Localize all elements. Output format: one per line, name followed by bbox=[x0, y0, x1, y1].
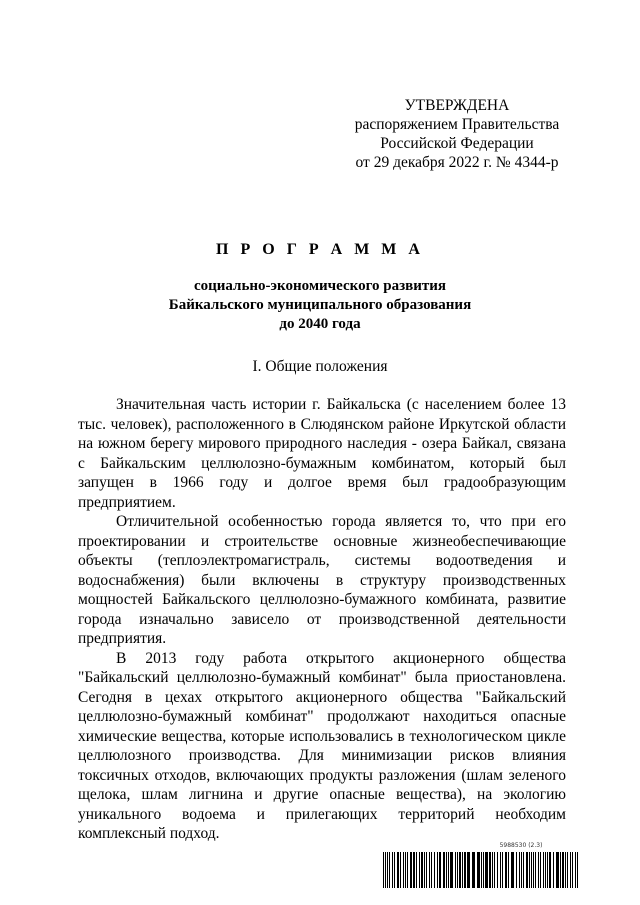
approval-title: УТВЕРЖДЕНА bbox=[404, 97, 510, 114]
program-header bbox=[60, 240, 580, 334]
approval-line-government: Российской Федерации bbox=[380, 135, 534, 152]
approval-line-date-number: от 29 декабря 2022 г. № 4344-р bbox=[355, 154, 559, 171]
program-subtitle-3: до 2040 года bbox=[279, 316, 361, 332]
program-subtitle-2: Байкальского муниципального образования bbox=[168, 297, 472, 313]
program-heading: П Р О Г Р А М М А bbox=[216, 241, 424, 258]
barcode-block bbox=[383, 842, 581, 890]
approval-block bbox=[340, 96, 574, 172]
paragraph-1: Значительная часть истории г. Байкальска (с населением более 13 тыс. человек), расположенного в Слюдянском районе Иркутской области на южном берегу мирового природного наследия - озера Байкал, связана с Байкальским целлюлозно-бумажным комбинатом, который был запущен в 1966 году и долгое время был градообразующим предприятием. bbox=[78, 396, 566, 511]
barcode-label: 5988530 (2.3) bbox=[499, 842, 543, 849]
barcode-icon bbox=[383, 852, 581, 888]
program-subtitle-1: социально-экономического развития bbox=[193, 278, 447, 294]
body-text bbox=[78, 395, 566, 844]
section-title: I. Общие положения bbox=[252, 358, 388, 375]
paragraph-2: Отличительной особенностью города является то, что при его проектировании и строительстве основные жизнеобеспечивающие объекты (теплоэлектромагистраль, системы водоотведения и водоснабжения) были включены в структуру производственных мощностей Байкальского целлюлозно-бумажного комбината, развитие города изначально зависело от производственной деятельности предприятия. bbox=[78, 513, 566, 647]
approval-line-order: распоряжением Правительства bbox=[354, 116, 560, 133]
paragraph-3: В 2013 году работа открытого акционерного общества "Байкальский целлюлозно-бумажный комбинат" была приостановлена. Сегодня в цехах открытого акционерного общества "Байкальский целлюлозно-бумажный комбинат" продолжают находиться опасные химические вещества, которые использовались в технологическом цикле целлюлозного производства. Для минимизации рисков влияния токсичных отходов, включающих продукты разложения (шлам зеленого щелока, шлам лигнина и другие опасные вещества), на экологию уникального водоема и прилегающих территорий необходим комплексный подход. bbox=[78, 649, 566, 842]
